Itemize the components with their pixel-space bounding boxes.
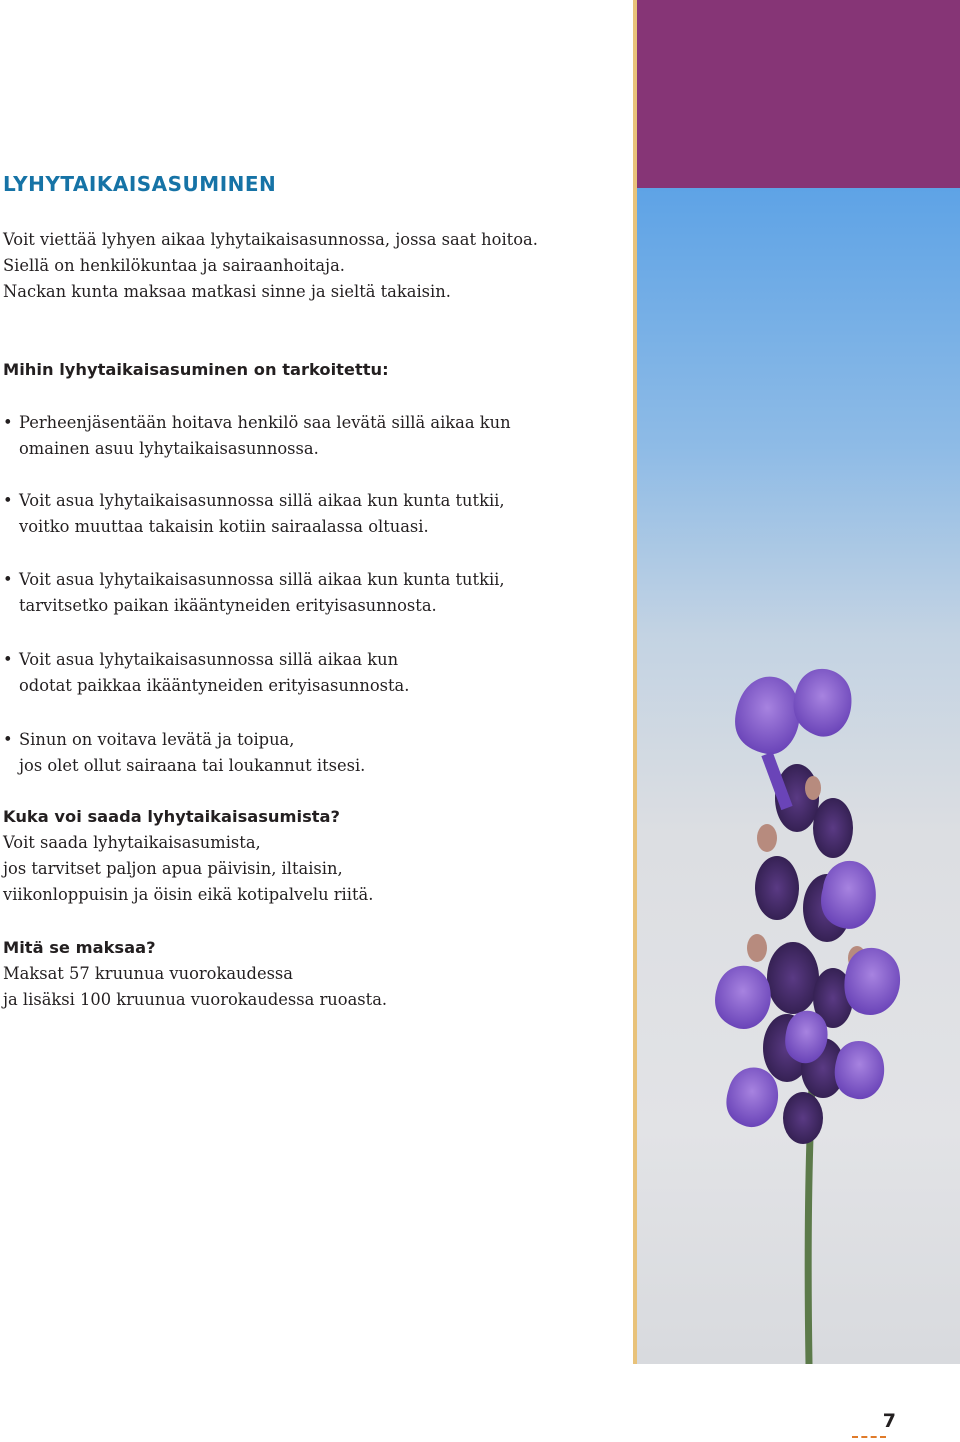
purpose-item-line: odotat paikkaa ikääntyneiden erityisasunnosta. (19, 676, 410, 695)
who-section (3, 804, 623, 908)
lavender-photo-svg (637, 188, 960, 1364)
page-number: 7 (882, 1410, 896, 1432)
bullet-icon: • (3, 491, 13, 510)
cost-line: Maksat 57 kruunua vuorokaudessa (3, 964, 293, 983)
cost-title: Mitä se maksaa? (3, 938, 156, 957)
lavender-photo (637, 188, 960, 1364)
purpose-item-line: Voit asua lyhytaikaisasunnossa sillä aikaa kun (19, 650, 399, 669)
intro-line: Voit viettää lyhyen aikaa lyhytaikaisasunnossa, jossa saat hoitoa. (3, 230, 538, 249)
purpose-list-item (3, 488, 623, 540)
purpose-item-line: Perheenjäsentään hoitava henkilö saa levätä sillä aikaa kun (19, 413, 511, 432)
who-title: Kuka voi saada lyhytaikaisasumista? (3, 807, 340, 826)
purpose-item-line: omainen asuu lyhytaikaisasunnossa. (19, 439, 319, 458)
intro-paragraph (3, 227, 623, 305)
bullet-icon: • (3, 730, 13, 749)
intro-line: Nackan kunta maksaa matkasi sinne ja sieltä takaisin. (3, 282, 451, 301)
bullet-icon: • (3, 570, 13, 589)
who-line: viikonloppuisin ja öisin eikä kotipalvelu riitä. (3, 885, 374, 904)
intro-line: Siellä on henkilökuntaa ja sairaanhoitaja. (3, 256, 345, 275)
purpose-list-item (3, 647, 623, 699)
purpose-item-line: Sinun on voitava levätä ja toipua, (19, 730, 295, 749)
purpose-title: Mihin lyhytaikaisasuminen on tarkoitettu: (3, 360, 389, 379)
cost-section (3, 935, 623, 1013)
purpose-item-line: voitko muuttaa takaisin kotiin sairaalassa oltuasi. (19, 517, 429, 536)
purpose-list-item (3, 567, 623, 619)
page-heading: LYHYTAIKAISASUMINEN (3, 172, 277, 196)
purple-color-block (637, 0, 960, 188)
bullet-icon: • (3, 413, 13, 432)
cost-line: ja lisäksi 100 kruunua vuorokaudessa ruoasta. (3, 990, 388, 1009)
bullet-icon: • (3, 650, 13, 669)
purpose-item-line: Voit asua lyhytaikaisasunnossa sillä aikaa kun kunta tutkii, (19, 491, 505, 510)
who-line: Voit saada lyhytaikaisasumista, (3, 833, 261, 852)
purpose-item-line: jos olet ollut sairaana tai loukannut itsesi. (19, 756, 366, 775)
purpose-item-line: tarvitsetko paikan ikääntyneiden erityisasunnosta. (19, 596, 437, 615)
side-panel (633, 0, 960, 1364)
purpose-item-line: Voit asua lyhytaikaisasunnossa sillä aikaa kun kunta tutkii, (19, 570, 505, 589)
page-number-underline (852, 1436, 886, 1438)
who-line: jos tarvitset paljon apua päivisin, iltaisin, (3, 859, 343, 878)
purpose-list-item (3, 410, 623, 462)
purpose-list-item (3, 727, 623, 779)
